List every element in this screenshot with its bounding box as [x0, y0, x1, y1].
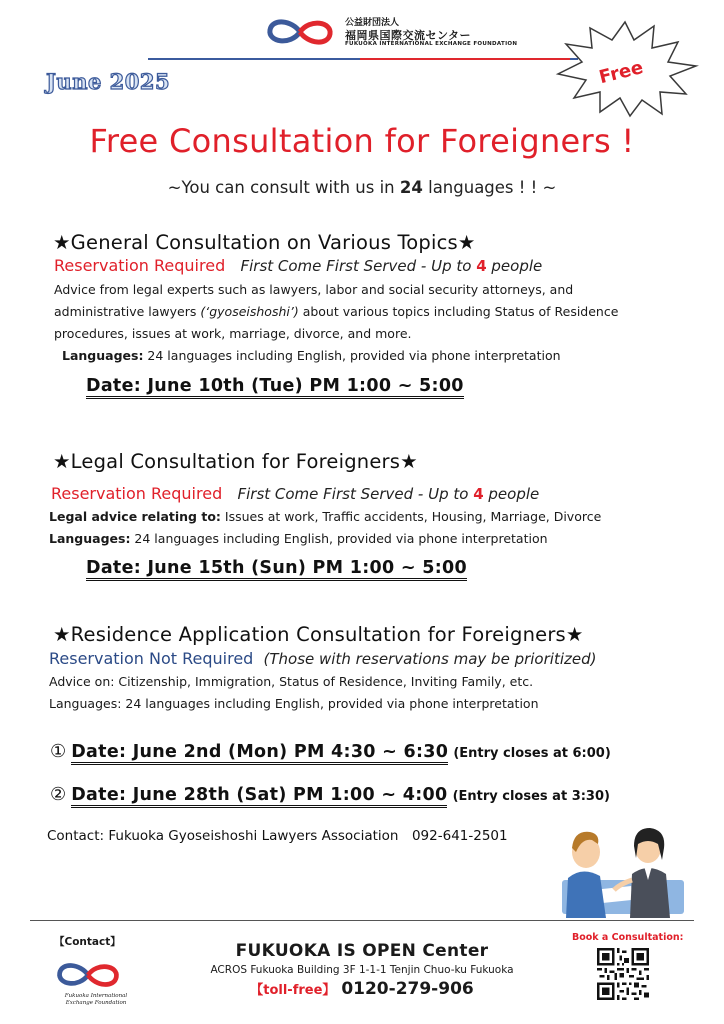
footer-logo-text: Fukuoka International Exchange Foundation — [64, 993, 128, 1006]
free-badge-text: Free — [597, 57, 646, 89]
first-come-note — [240, 257, 542, 275]
section-residence-reservation-row — [49, 649, 596, 668]
toll-free-number[interactable]: 0120-279-906 — [335, 979, 474, 999]
lawyers-association-contact: Contact: Fukuoka Gyoseishoshi Lawyers Association 092-641-2501 — [47, 828, 508, 844]
footer-contact-tag: 【Contact】 — [54, 936, 121, 948]
fcfs-suffix: people — [483, 485, 540, 503]
center-name: FUKUOKA IS OPEN Center — [235, 941, 489, 961]
page-title: Free Consultation for Foreigners ! — [89, 122, 635, 160]
section-general-reservation-row — [54, 256, 542, 275]
consultation-illustration-icon — [562, 818, 692, 918]
languages-text: 24 languages including English, provided via phone interpretation — [143, 348, 561, 363]
toll-free-tag: 【toll-free】 — [250, 983, 336, 998]
center-address: ACROS Fukuoka Building 3F 1-1-1 Tenjin Chuo-ku Fukuoka — [210, 964, 514, 976]
date-1-number: ① — [50, 741, 67, 762]
month-label: June 2025 — [46, 69, 171, 94]
prioritized-note: (Those with reservations may be prioritized) — [263, 650, 597, 668]
fcfs-number: 4 — [473, 485, 484, 503]
reservation-required-label: Reservation Required — [54, 256, 226, 275]
desc-line-2-post: about various topics including Status of Residence — [298, 304, 619, 319]
subtitle-post: languages ! ! ~ — [422, 178, 557, 197]
fcfs-suffix: people — [486, 257, 543, 275]
subtitle-number: 24 — [399, 178, 423, 197]
section-residence-languages: Languages: 24 languages including English, provided via phone interpretation — [49, 696, 539, 711]
reservation-required-label: Reservation Required — [51, 484, 223, 503]
section-general-languages — [62, 345, 561, 367]
desc-line-2-italic: (‘gyoseishoshi’) — [200, 304, 299, 319]
org-name-jp-prefix: 公益財団法人 — [345, 18, 400, 28]
date-2: Date: June 28th (Sat) PM 1:00 ~ 4:00 — [71, 785, 447, 808]
section-legal-advice — [49, 506, 601, 528]
date-2-entry-close: (Entry closes at 3:30) — [452, 789, 610, 804]
section-residence-advice: Advice on: Citizenship, Immigration, Status of Residence, Inviting Family, etc. — [49, 674, 534, 689]
section-residence-date-2-row — [50, 784, 610, 805]
section-general-title: ★General Consultation on Various Topics★ — [53, 231, 476, 254]
section-legal-languages — [49, 528, 548, 550]
book-consultation-label: Book a Consultation: — [572, 932, 684, 943]
date-2-number: ② — [50, 784, 67, 805]
date-1-entry-close: (Entry closes at 6:00) — [453, 746, 611, 761]
footer-divider — [30, 920, 694, 921]
section-legal-date: Date: June 15th (Sun) PM 1:00 ~ 5:00 — [86, 558, 467, 581]
languages-label: Languages: — [49, 531, 131, 546]
fcfs-text: First Come First Served - Up to — [237, 485, 474, 503]
date-1: Date: June 2nd (Mon) PM 4:30 ~ 6:30 — [71, 742, 448, 765]
section-legal-title: ★Legal Consultation for Foreigners★ — [53, 450, 418, 473]
section-general-date: Date: June 10th (Tue) PM 1:00 ~ 5:00 — [86, 376, 464, 399]
desc-line-3: procedures, issues at work, marriage, divorce, and more. — [54, 326, 412, 341]
languages-text: 24 languages including English, provided via phone interpretation — [130, 531, 548, 546]
fcfs-text: First Come First Served - Up to — [240, 257, 477, 275]
header-divider-accent — [360, 58, 570, 60]
advice-label: Legal advice relating to: — [49, 509, 221, 524]
foundation-logo-icon — [264, 14, 336, 50]
languages-label: Languages: — [62, 348, 144, 363]
desc-line-2 — [54, 301, 694, 323]
section-legal-reservation-row — [51, 484, 539, 503]
free-burst-badge — [550, 18, 700, 118]
org-name-jp: 福岡県国際交流センター — [345, 29, 472, 42]
desc-line-2-pre: administrative lawyers — [54, 304, 201, 319]
section-residence-date-1-row — [50, 741, 611, 762]
reservation-not-required-label: Reservation Not Required — [49, 649, 254, 668]
advice-text: Issues at work, Traffic accidents, Housing, Marriage, Divorce — [220, 509, 602, 524]
subtitle-pre: ~You can consult with us in — [167, 178, 400, 197]
section-residence-title: ★Residence Application Consultation for Foreigners★ — [53, 623, 584, 646]
section-general-description — [54, 279, 694, 345]
qr-code-icon[interactable] — [597, 948, 649, 1000]
org-name-en: FUKUOKA INTERNATIONAL EXCHANGE FOUNDATION — [345, 41, 518, 47]
desc-line-1: Advice from legal experts such as lawyers, labor and social security attorneys, and — [54, 282, 574, 297]
page-subtitle — [0, 178, 724, 197]
fcfs-number: 4 — [476, 257, 487, 275]
first-come-note — [237, 485, 539, 503]
